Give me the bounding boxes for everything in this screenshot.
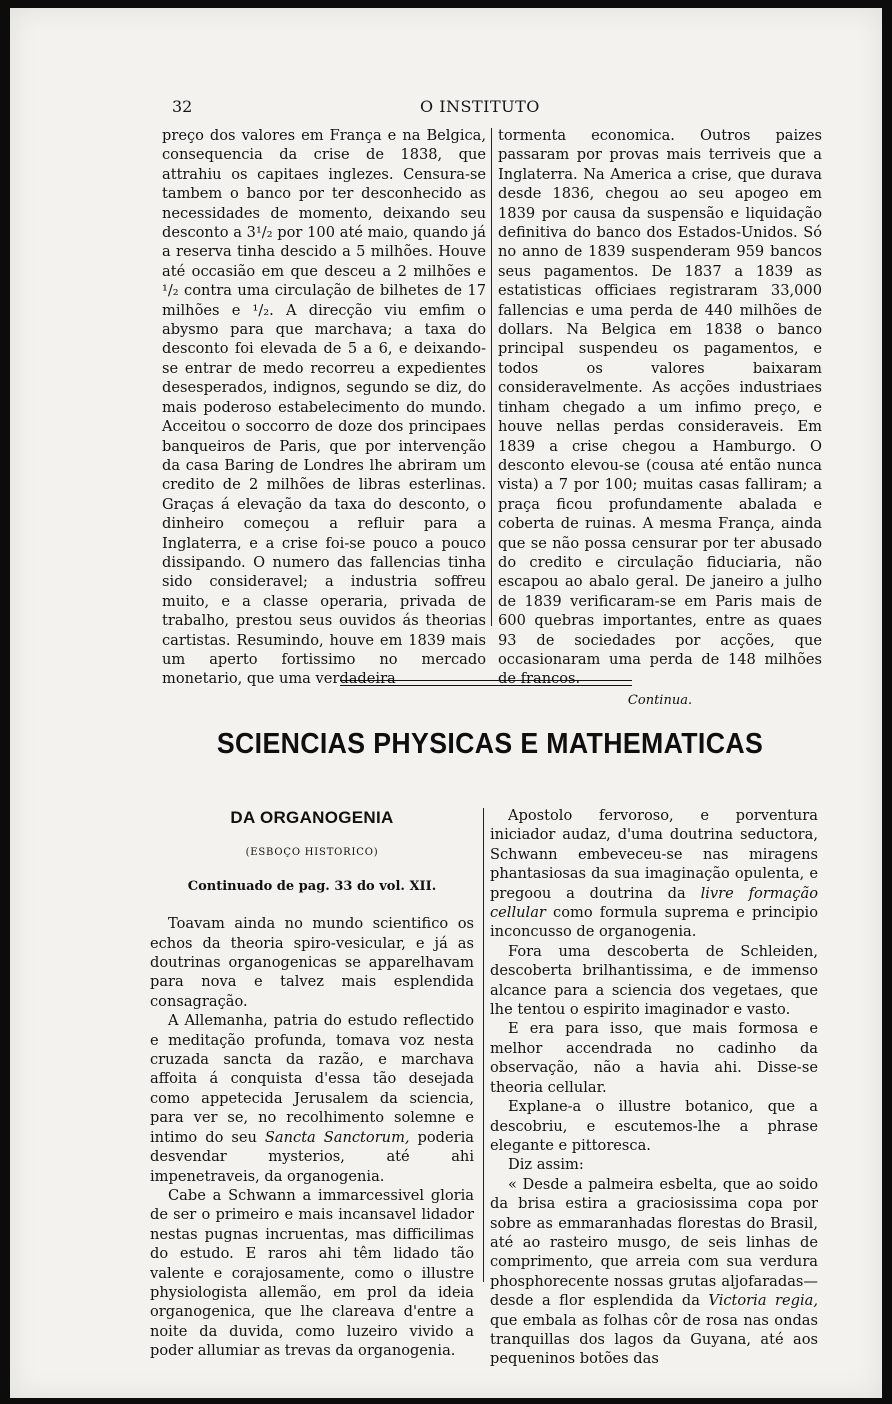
page-header bbox=[172, 97, 832, 119]
page-number: 32 bbox=[172, 97, 193, 116]
section-separator bbox=[340, 680, 632, 686]
paragraph: Diz assim: bbox=[508, 1156, 584, 1174]
paragraph: Fora uma descoberta de Schleiden, descoberta brilhantissima, e de immenso alcance para a sciencia dos vegetaes, que lhe tentou o espirito imaginador e vasto. bbox=[490, 942, 818, 1019]
top-left-column bbox=[162, 126, 486, 689]
column-divider bbox=[491, 128, 492, 626]
paragraph: Toavam ainda no mundo scientifico os echos da theoria spiro-vesicular, e já as doutrinas organogenicas se apparelhavam para nova e talvez mais esplendida consagração. bbox=[150, 915, 474, 1010]
paragraph: Apostolo fervoroso, e porventura iniciador audaz, d'uma doutrina seductora, Schwann embeveceu-se nas miragens phantasiosas da sua imaginação opulenta, e pregoou a doutrina da livre formação cellular como formula suprema e principio inconcusso de organogenia. bbox=[490, 807, 818, 941]
continua-note: Continua. bbox=[627, 692, 693, 708]
column-divider bbox=[483, 808, 484, 1282]
paragraph: A Allemanha, patria do estudo reflectido e meditação profunda, tomava voz nesta cruzada sancta da razão, e marchava affoita á conquista d'essa tão desejada como appetecida Jerusalem da sciencia, para ver se, no recolhimento solemne e intimo do seu Sancta Sanctorum, poderia desvendar mysterios, até ahi impenetraveis, da organogenia. bbox=[150, 1012, 475, 1185]
article-continuation: Continuado de pag. 33 do vol. XII. bbox=[187, 878, 437, 894]
journal-title: O INSTITUTO bbox=[420, 97, 540, 116]
article-left-column bbox=[150, 806, 474, 1361]
section-title: SCIENCIAS PHYSICAS E MATHEMATICAS bbox=[216, 728, 764, 760]
article-subtitle: (ESBOÇO HISTORICO) bbox=[245, 847, 379, 859]
article-title: DA ORGANOGENIA bbox=[230, 808, 394, 827]
top-right-column bbox=[498, 126, 822, 710]
paragraph: E era para isso, que mais formosa e melhor accendrada no cadinho da observação, não a havia ahi. Disse-se theoria cellular. bbox=[490, 1020, 818, 1096]
paragraph: « Desde a palmeira esbelta, que ao soido da brisa estira a graciosissima copa por sobre as emmaranhadas florestas do Brasil, até ao rasteiro musgo, de seis linhas de comprimento, que arreia com sua verdura phosphorecente nossas grutas aljofaradas—desde a flor esplendida da Victoria regia, que embala as folhas côr de rosa nas ondas tranquillas dos lagos da Guyana, até aos pequeninos botões das bbox=[490, 1175, 818, 1368]
paragraph: Cabe a Schwann a immarcessivel gloria de ser o primeiro e mais incansavel lidador nestas pugnas incruentas, mas difficilimas do estudo. E raros ahi têm lidado tão valente e corajosamente, como o illustre physiologista allemão, em prol da ideia organogenica, que lhe clareava d'entre a noite da duvida, como luzeiro vivido a poder allumiar as trevas da organogenia. bbox=[150, 1186, 474, 1360]
article-right-column bbox=[490, 806, 818, 1369]
paragraph: tormenta economica. Outros paizes passaram por provas mais terriveis que a Inglaterra. Na America a crise, que durava desde 1836, chegou ao seu apogeo em 1839 por causa da suspensão e liquidação definitiva do banco dos Estados-Unidos. Só no anno de 1839 suspenderam 959 bancos seus pagamentos. De 1837 a 1839 as estatisticas officiaes registraram 33,000 fallencias e uma perda de 440 milhões de dollars. Na Belgica em 1838 o banco principal suspendeu os pagamentos, e todos os valores baixaram consideravelmente. As acções industriaes tinham chegado a um infimo preço, e houve nellas perdas consideraveis. Em 1839 a crise chegou a Hamburgo. O desconto elevou-se (cousa até então nunca vista) a 7 por 100; muitas casas falliram; a praça ficou profundamente abalada e coberta de ruinas. A mesma França, ainda que se não possa censurar por ter abusado do credito e circulação fiduciaria, não escapou ao abalo geral. De janeiro a julho de 1839 verificaram-se em Paris mais de 600 quebras importantes, entre as quaes 93 de sociedades por acções, que occasionaram uma perda de 148 milhões de francos. bbox=[498, 127, 822, 688]
paragraph: preço dos valores em França e na Belgica, consequencia da crise de 1838, que attrahiu os capitaes inglezes. Censura-se tambem o banco por ter desconhecido as necessidades de momento, deixando seu desconto a 3¹/₂ por 100 até maio, quando já a reserva tinha descido a 5 milhões. Houve até occasião em que desceu a 2 milhões e ¹/₂ contra uma circulação de bilhetes de 17 milhões e ¹/₂. A direcção viu emfim o abysmo para que marchava; a taxa do desconto foi elevada de 5 a 6, e deixando-se entrar de medo recorreu a expedientes desesperados, indignos, segundo se diz, do mais poderoso estabelecimento do mundo. Acceitou o soccorro de doze dos principaes banqueiros de Paris, que por intervenção da casa Baring de Londres lhe abriram um credito de 2 milhões de libras esterlinas. Graças á elevação da taxa do desconto, o dinheiro começou a refluir para a Inglaterra, e a crise foi-se pouco a pouco dissipando. O numero das fallencias tinha sido consideravel; a industria soffreu muito, e a classe operaria, privada de trabalho, prestou seus ouvidos ás theorias cartistas. Resumindo, houve em 1839 mais um aperto fortissimo no mercado monetario, que uma verdadeira bbox=[162, 127, 486, 688]
paragraph: Explane-a o illustre botanico, que a descobriu, e escutemos-lhe a phrase elegante e pittoresca. bbox=[490, 1098, 818, 1154]
